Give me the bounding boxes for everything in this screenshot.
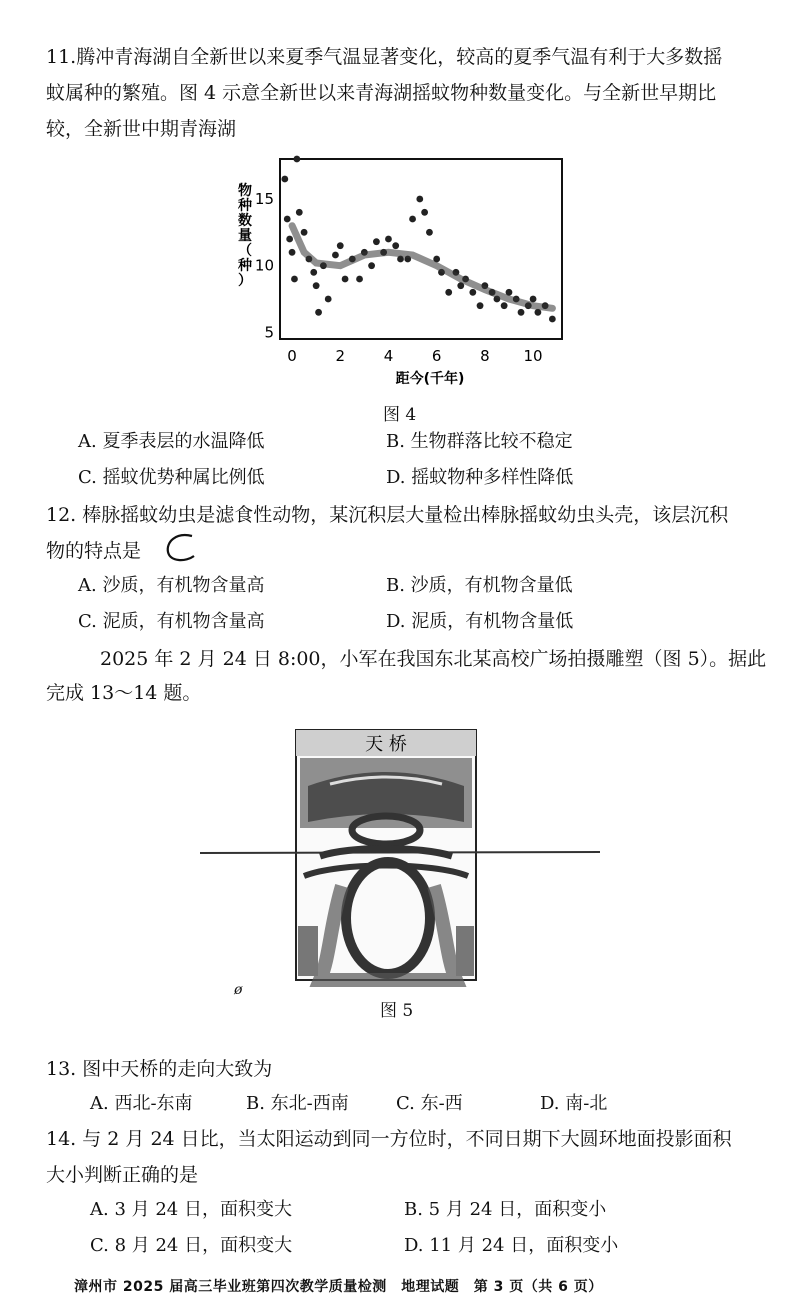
stray-pen-mark: ø [234, 982, 243, 998]
data-point [530, 296, 537, 303]
data-point [477, 302, 484, 309]
figure-5-sculpture-photo [200, 726, 600, 988]
q11-option-c: C. 摇蚊优势种属比例低 [78, 467, 265, 488]
data-point [421, 209, 428, 216]
trend-band [292, 226, 552, 309]
q14-option-b: B. 5 月 24 日，面积变小 [404, 1199, 607, 1220]
q12-option-b: B. 沙质，有机物含量低 [386, 575, 573, 596]
data-point [373, 238, 380, 245]
data-point [315, 309, 322, 316]
data-point [332, 252, 339, 259]
y-axis-label [237, 182, 252, 289]
x-axis-label: 距今(千年) [395, 371, 465, 387]
y-tick-label: 10 [254, 256, 274, 275]
data-point [549, 316, 556, 323]
data-point [286, 236, 293, 243]
data-point [368, 262, 375, 269]
y-axis-label-char: 种 [238, 198, 252, 214]
data-point [469, 289, 476, 296]
q11-stem-line-1: 11.腾冲青海湖自全新世以来夏季气温显著变化，较高的夏季气温有利于大多数摇 [46, 46, 723, 68]
data-point [325, 296, 332, 303]
q13-option-a: A. 西北-东南 [90, 1093, 193, 1114]
data-point [293, 156, 300, 163]
intro-line-2: 完成 13～14 题。 [46, 682, 202, 704]
y-tick-label: 5 [264, 323, 274, 342]
data-point [313, 282, 320, 289]
data-point [337, 242, 344, 249]
data-point [291, 276, 298, 283]
data-point [281, 176, 288, 183]
data-point [301, 229, 308, 236]
data-point [284, 216, 291, 223]
data-point [342, 276, 349, 283]
data-point [392, 242, 399, 249]
q12-stem-line-2: 物的特点是 [46, 540, 142, 562]
q11-option-b: B. 生物群落比较不稳定 [386, 431, 573, 452]
q11-stem-line-3: 较，全新世中期青海湖 [46, 118, 237, 140]
x-tick-label: 6 [431, 347, 442, 365]
y-axis-label-char: 种 [238, 258, 252, 274]
figure-4-caption: 图 4 [383, 405, 417, 425]
q11-option-a: A. 夏季表层的水温降低 [78, 431, 265, 452]
q14-stem-line-1: 14. 与 2 月 24 日比，当太阳运动到同一方位时，不同日期下大圆环地面投影面积 [46, 1128, 732, 1150]
figure-5-caption: 图 5 [380, 1001, 414, 1021]
q13-option-d: D. 南-北 [540, 1093, 608, 1114]
q12-option-c: C. 泥质，有机物含量高 [78, 611, 265, 632]
q14-option-d: D. 11 月 24 日，面积变小 [404, 1235, 619, 1256]
data-point [289, 249, 296, 256]
sign-text: 天 桥 [365, 734, 407, 755]
data-point [385, 236, 392, 243]
data-point [416, 196, 423, 203]
data-point [501, 302, 508, 309]
x-tick-label: 0 [287, 347, 297, 365]
y-axis-label-char: ） [238, 273, 252, 289]
q13-stem: 13. 图中天桥的走向大致为 [46, 1058, 273, 1080]
x-tick-label: 2 [335, 347, 346, 365]
y-axis-label-char: 数 [238, 213, 252, 229]
figure-4-chart [230, 155, 570, 395]
page-footer: 漳州市 2025 届高三毕业班第四次教学质量检测 地理试题 第 3 页（共 6 页） [74, 1279, 603, 1295]
q14-option-a: A. 3 月 24 日，面积变大 [90, 1199, 292, 1220]
y-axis-label-char: 量 [238, 228, 252, 244]
data-point [356, 276, 363, 283]
q12-stem-line-1: 12. 棒脉摇蚊幼虫是滤食性动物，某沉积层大量检出棒脉摇蚊幼虫头壳，该层沉积 [46, 504, 729, 526]
data-point [518, 309, 525, 316]
y-axis-label-char: （ [238, 243, 252, 259]
q11-option-d: D. 摇蚊物种多样性降低 [386, 467, 574, 488]
q14-stem-line-2: 大小判断正确的是 [46, 1164, 199, 1186]
x-tick-label: 4 [383, 347, 394, 365]
y-axis-label-char: 物 [238, 183, 252, 199]
y-tick-label: 15 [254, 190, 274, 208]
x-tick-label: 10 [523, 347, 543, 365]
data-point [445, 289, 452, 296]
intro-line-1: 2025 年 2 月 24 日 8:00，小军在我国东北某高校广场拍摄雕塑（图 5）。据此 [100, 648, 767, 670]
handwritten-answer-mark [162, 530, 202, 566]
q12-option-a: A. 沙质，有机物含量高 [78, 575, 265, 596]
q13-option-c: C. 东-西 [396, 1093, 463, 1114]
q14-option-c: C. 8 月 24 日，面积变大 [90, 1235, 293, 1256]
data-point [426, 229, 433, 236]
q13-option-b: B. 东北-西南 [246, 1093, 349, 1114]
data-point [409, 216, 416, 223]
q11-stem-line-2: 蚊属种的繁殖。图 4 示意全新世以来青海湖摇蚊物种数量变化。与全新世早期比 [46, 82, 717, 104]
data-point [296, 209, 303, 216]
data-point [310, 269, 317, 276]
x-tick-label: 8 [480, 347, 490, 365]
q12-option-d: D. 泥质，有机物含量低 [386, 611, 574, 632]
